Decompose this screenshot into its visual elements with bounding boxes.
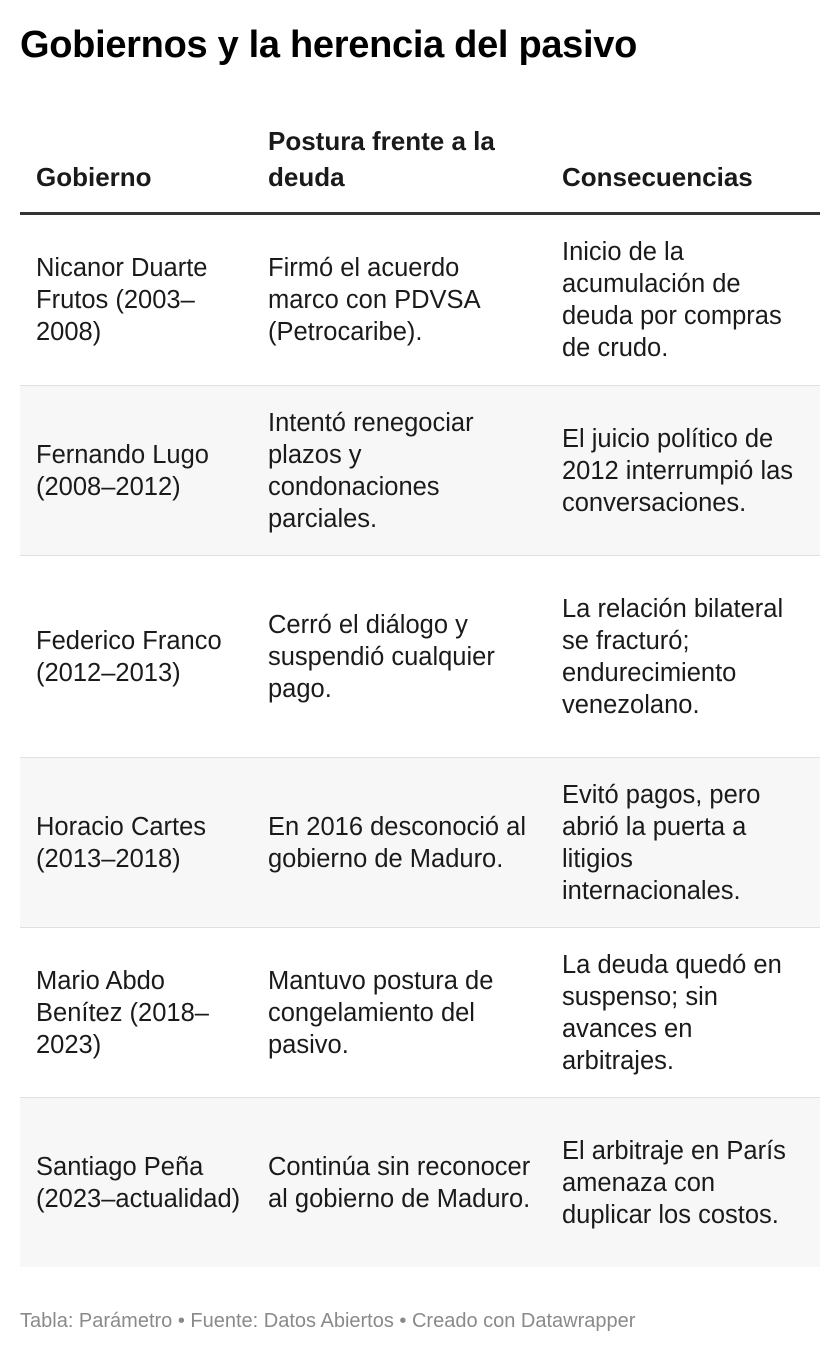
cell-consecuencias: El arbitraje en París amenaza con duplicar los costos. <box>546 1098 820 1268</box>
cell-postura: Mantuvo postura de congelamiento del pasivo. <box>252 928 546 1098</box>
table-body <box>20 214 820 1268</box>
table-row <box>20 1098 820 1268</box>
cell-consecuencias: La relación bilateral se fracturó; endurecimiento venezolano. <box>546 556 820 758</box>
table-row <box>20 758 820 928</box>
page-title: Gobiernos y la herencia del pasivo <box>20 24 638 66</box>
cell-gobierno: Federico Franco (2012–2013) <box>20 556 252 758</box>
column-header-consecuencias: Consecuencias <box>546 123 820 214</box>
cell-postura: Intentó renegociar plazos y condonaciones parciales. <box>252 386 546 556</box>
table-row <box>20 214 820 386</box>
cell-gobierno: Fernando Lugo (2008–2012) <box>20 386 252 556</box>
table-header <box>20 123 820 214</box>
cell-gobierno: Horacio Cartes (2013–2018) <box>20 758 252 928</box>
cell-postura: Firmó el acuerdo marco con PDVSA (Petrocaribe). <box>252 214 546 386</box>
cell-consecuencias: Evitó pagos, pero abrió la puerta a litigios internacionales. <box>546 758 820 928</box>
header-row <box>20 123 820 214</box>
cell-postura: Cerró el diálogo y suspendió cualquier pago. <box>252 556 546 758</box>
column-header-postura: Postura frente a la deuda <box>252 123 546 214</box>
column-header-gobierno: Gobierno <box>20 123 252 214</box>
data-table <box>20 123 820 1267</box>
cell-consecuencias: El juicio político de 2012 interrumpió las conversaciones. <box>546 386 820 556</box>
cell-postura: Continúa sin reconocer al gobierno de Maduro. <box>252 1098 546 1268</box>
table-row <box>20 386 820 556</box>
cell-consecuencias: La deuda quedó en suspenso; sin avances en arbitrajes. <box>546 928 820 1098</box>
cell-consecuencias: Inicio de la acumulación de deuda por compras de crudo. <box>546 214 820 386</box>
cell-gobierno: Nicanor Duarte Frutos (2003–2008) <box>20 214 252 386</box>
table-row <box>20 556 820 758</box>
source-footer: Tabla: Parámetro • Fuente: Datos Abiertos • Creado con Datawrapper <box>20 1310 636 1332</box>
cell-gobierno: Santiago Peña (2023–actualidad) <box>20 1098 252 1268</box>
cell-gobierno: Mario Abdo Benítez (2018–2023) <box>20 928 252 1098</box>
table-row <box>20 928 820 1098</box>
cell-postura: En 2016 desconoció al gobierno de Maduro. <box>252 758 546 928</box>
